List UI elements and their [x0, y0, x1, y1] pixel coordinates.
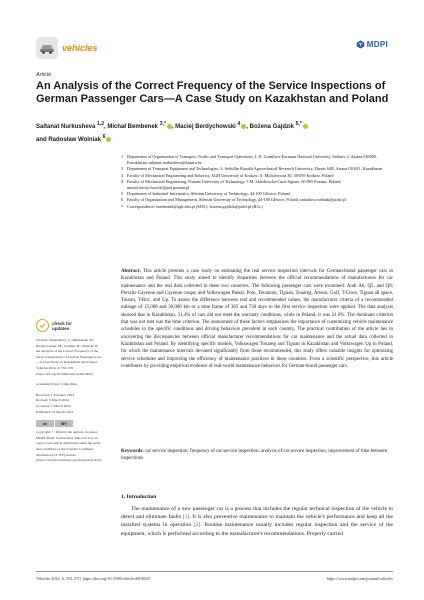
orcid-icon[interactable] [241, 124, 246, 129]
affiliation: 3 Faculty of Mechanical Engineering and Robotics, AGH University of Krakow, A. Mickiewicza 30, 30-059 Krakow, Poland [121, 172, 334, 178]
body-paragraph: The maintenance of a new passenger car is a process that includes the regular technical inspection of the vehicle to detect and eliminate faults [1]. It is also preventive maintenance to maintain the vehicle's performance and keep all the installed systems in operation [2]. Routine maintenance usually includes regular inspection and the service of the equipment, which is performed according to the manufacturer's recommendations. Properly carried [121, 506, 394, 537]
abstract-text: This article presents a case study on estimating the real service inspection intervals for German-brand passenger cars in Kazakhstan and Poland. This study aimed to identify disparities between the official recommendations of manufacturers for car maintenance and the real data collected in these two countries. The following passenger cars were examined: Audi A6, Q5, and Q8; Porsche Cayenne and Cayenne coupe; and Volkswagen Passat, Polo, Teramont, Tiguan, Touareg, Arteon, Golf, T-Cross, Tiguan all space, Touran, T-Roc, and Up. To assess the difference between real and recommended values, the manufacturer criteria of a recommended mileage of 15,000 and 30,000 km or a time frame of 365 and 730 days to the first service inspection were applied. The data analysis showed that in Kazakhstan, 31.4% of cars did not meet the warranty conditions, while in Poland, it was 21.0%. The dominant criterion that was not met was the time criterion. The assessment of these factors emphasizes the importance of customizing vehicle maintenance schedules to the specific conditions and driving behaviors prevalent in each country. The practical contribution of the article lies in uncovering the discrepancies between official manufacturer recommendations for car maintenance and the actual data collected in Kazakhstan and Poland. By identifying specific models, Volkswagen Touareg and Tiguan in Kazakhstan and Volkswagen Up in Poland, for which the maintenance intervals deviated significantly from those recommended, this study offers valuable insights for optimizing service schedules and improving the efficiency of maintenance practices in these countries. From a scientific perspective, this article contributes by providing empirical evidence of real-world maintenance behaviors for German-brand passenger cars. [121, 269, 393, 369]
footer-doi[interactable]: Vehicles 2024, 6, 553–570. https://doi.org/10.3390/vehicles6010025 [36, 576, 151, 581]
article-type: Article [36, 72, 52, 78]
cc-by-license-badge[interactable] [36, 420, 102, 427]
journal-name[interactable]: vehicles [62, 43, 98, 53]
publisher-emblem-icon [356, 40, 365, 49]
car-icon [36, 37, 58, 59]
author[interactable]: Saltanat Nurkusheva $^{1,2}$ [36, 121, 104, 130]
orcid-icon[interactable] [303, 124, 308, 129]
check-updates-label: check for updates [52, 320, 73, 331]
section-heading: 1. Introduction [121, 494, 157, 500]
orcid-icon[interactable] [167, 124, 172, 129]
affiliation-list [121, 154, 393, 210]
abstract-heading: Abstract: [121, 269, 141, 274]
publisher-name: MDPI [366, 40, 388, 49]
author[interactable]: Maciej Berdychowski $^4$ [175, 124, 246, 130]
article-info-sidebar [36, 319, 102, 464]
keywords-heading: Keywords: [121, 449, 144, 454]
article-title: An Analysis of the Correct Frequency of the Service Inspections of German Passenger Cars—A Case Study on Kazakhstan and Poland [36, 80, 389, 105]
revised-date: Revised: 5 March 2024 [36, 398, 69, 403]
received-date: Received: 1 February 2024 [36, 392, 75, 397]
citation-link[interactable]: [2] [193, 522, 201, 529]
abstract [121, 268, 393, 370]
cc-icon: cc [36, 420, 54, 427]
by-icon: BY [55, 420, 73, 427]
affiliation: 1 Department of Organization of Transport, Traffic and Transport Operations, L.N. Gumilyov Eurasian National University, Satbaev 2, Astana 010000, Kazakhstan; saltanat.nurkusheva@kazatu.kz [121, 154, 377, 166]
author[interactable]: Michał Bembenek $^{3,*}$ [107, 124, 171, 130]
citation-link[interactable]: [1] [182, 514, 190, 521]
publisher-logo[interactable] [356, 40, 388, 49]
accepted-date: Accepted: 7 March 2024 [36, 403, 71, 408]
keywords-text: car service inspection; frequency of car service inspection; analysis of car service inspection; improvement of time between inspections [121, 449, 388, 462]
published-date: Published: 19 March 2024 [36, 409, 74, 414]
affiliation: 2 Department of Transport Equipment and Technologies, S. Seifullin Kazakh Agrotechnical Research University, Zhenis 62B, Astana 010011, Kazakhstan [121, 166, 383, 172]
copyright-notice: Copyright: © 2024 by the authors. Licensee MDPI, Basel, Switzerland. This article is an open access article distributed under the terms and conditions of the Creative Commons Attribution (CC BY) license (https://creativecommons.org/licenses/by/4.0/). [36, 430, 102, 463]
author[interactable]: Bożena Gajdzik $^{5,*}$ [250, 124, 308, 130]
footer-divider [36, 571, 393, 572]
affiliation: 6 Faculty of Organization and Management, Silesian University of Technology, 44-100 Gliwice, Poland; radoslaw.wolniak@polsl.pl [121, 197, 346, 203]
check-for-updates-button[interactable] [36, 319, 102, 332]
journal-logo [36, 37, 98, 59]
citation-text: Citation: Nurkusheva, S.; Bembenek, M.; Berdychowski, M.; Gajdzik, B.; Wolniak, R. An Analysis of the Correct Frequency of the Service Inspections of German Passenger Cars—A Case Study on Kazakhstan and Poland. Vehicles 2024, 6, 553–570. https://doi.org/10.3390/vehicles6010025 [36, 338, 102, 376]
orcid-icon[interactable] [106, 137, 111, 142]
author-list: Saltanat Nurkusheva $^{1,2}$, Michał Bembenek $^{3,*}$ , Maciej Berdychowski $^4$ , Bożena Gajdzik $^{5,*}$ and Radosław Wolniak $^6$ [36, 119, 396, 145]
correspondence: * Correspondence: bembenek@agh.edu.pl (M.B.); bozena.gajdzik@polsl.pl (B.G.) [121, 203, 263, 209]
keywords [121, 448, 393, 463]
author[interactable]: Radosław Wolniak $^6$ [48, 137, 111, 143]
check-updates-icon [36, 319, 49, 332]
footer-journal-url[interactable]: https://www.mdpi.com/journal/vehicles [326, 576, 393, 581]
affiliation: 5 Department of Industrial Informatics, Silesian University of Technology, 44-100 Gliwice, Poland [121, 191, 290, 197]
affiliation: 4 Faculty of Mechanical Engineering, Poznan University of Technology, 5 M. Sklodowska-Curie Square, 60-965 Poznan, Poland; maciej.berdychowski@put.poznan.pl [121, 178, 342, 191]
academic-editor: Academic Editor: Lihui Zhao [36, 382, 78, 387]
